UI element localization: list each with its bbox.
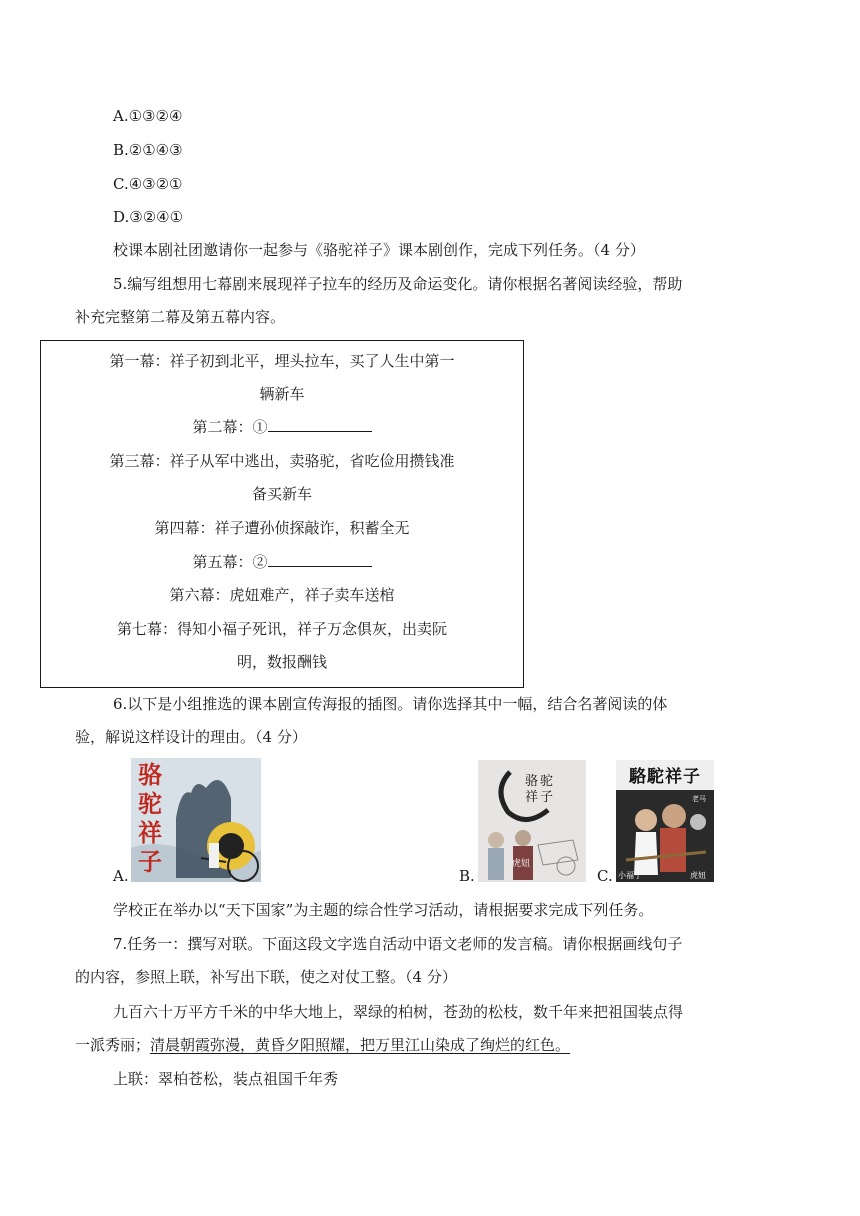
option-d: D.③②④① (113, 208, 184, 226)
scene-5-answer-blank[interactable] (268, 552, 372, 567)
passage-plain-text: 一派秀丽； (75, 1036, 151, 1054)
task-intro: 校课本剧社团邀请你一起参与《骆驼祥子》课本剧创作，完成下列任务。（4 分） (113, 241, 645, 259)
scene-1-line1: 第一幕：祥子初到北平，埋头拉车，买了人生中第一 (109, 352, 455, 370)
passage-line2 (75, 1035, 570, 1055)
poster-b-image (478, 760, 586, 882)
poster-a-title-char-4: 子 (138, 847, 162, 876)
poster-b-caption: 虎妞 (512, 859, 531, 869)
scene-7-line2: 明，数报酬钱 (236, 653, 327, 671)
couplet-upper: 上联：翠柏苍松，装点祖国千年秀 (113, 1070, 339, 1088)
passage-line1: 九百六十万平方千米的中华大地上，翠绿的柏树，苍劲的松枝，数千年来把祖国装点得 (113, 1003, 684, 1021)
scene-7-line1: 第七幕：得知小福子死讯，祥子万念俱灰，出卖阮 (116, 620, 447, 638)
scene-2: 第二幕：① (41, 417, 523, 437)
option-c: C.④③②① (113, 175, 183, 193)
poster-c-caption-left: 小福子 (618, 871, 642, 880)
scene-4: 第四幕：祥子遭孙侦探敲诈，积蓄全无 (154, 519, 410, 537)
poster-c-title: 駱駝祥子 (629, 767, 701, 787)
option-a: A.①③②④ (113, 107, 183, 125)
poster-a-image (131, 758, 261, 882)
option-b: B.②①④③ (113, 141, 183, 159)
scene-2-answer-blank[interactable] (268, 417, 372, 432)
poster-c-caption-right: 虎妞 (690, 871, 706, 880)
poster-a-title-char-2: 驼 (138, 789, 162, 818)
scene-outline-box (40, 340, 524, 688)
poster-b-title: 骆驼祥子 (524, 774, 555, 805)
poster-c-label: C. (597, 867, 613, 885)
poster-c-caption-top: 老马 (692, 795, 706, 803)
scene-6: 第六幕：虎妞难产，祥子卖车送棺 (169, 586, 395, 604)
poster-a-label: A. (113, 867, 129, 885)
question-7-line1: 7.任务一：撰写对联。下面这段文字选自活动中语文老师的发言稿。请你根据画线句子 (113, 935, 683, 953)
scene-3-line2: 备买新车 (251, 485, 312, 503)
question-7-line2: 的内容，参照上联，补写出下联，使之对仗工整。（4 分） (75, 968, 457, 986)
question-5-line2: 补充完整第二幕及第五幕内容。 (75, 308, 286, 326)
question-6-line1: 6.以下是小组推选的课本剧宣传海报的插图。请你选择其中一幅，结合名著阅读的体 (113, 695, 668, 713)
passage-underlined-sentence: 清晨朝霞弥漫，黄昏夕阳照耀，把万里江山染成了绚烂的红色。 (150, 1036, 571, 1054)
question-5-line1: 5.编写组想用七幕剧来展现祥子拉车的经历及命运变化。请你根据名著阅读经验，帮助 (113, 275, 683, 293)
scene-5: 第五幕：② (41, 552, 523, 572)
poster-a-title-char-3: 祥 (138, 818, 162, 847)
activity-intro: 学校正在举办以“天下国家”为主题的综合性学习活动，请根据要求完成下列任务。 (113, 901, 654, 919)
poster-c-image (616, 760, 714, 882)
poster-a-title-char-1: 骆 (138, 760, 162, 789)
poster-b-label: B. (459, 867, 475, 885)
scene-3-line1: 第三幕：祥子从军中逃出，卖骆驼，省吃俭用攒钱准 (109, 452, 455, 470)
question-6-line2: 验，解说这样设计的理由。（4 分） (75, 728, 307, 746)
scene-1-line2: 辆新车 (259, 385, 305, 403)
